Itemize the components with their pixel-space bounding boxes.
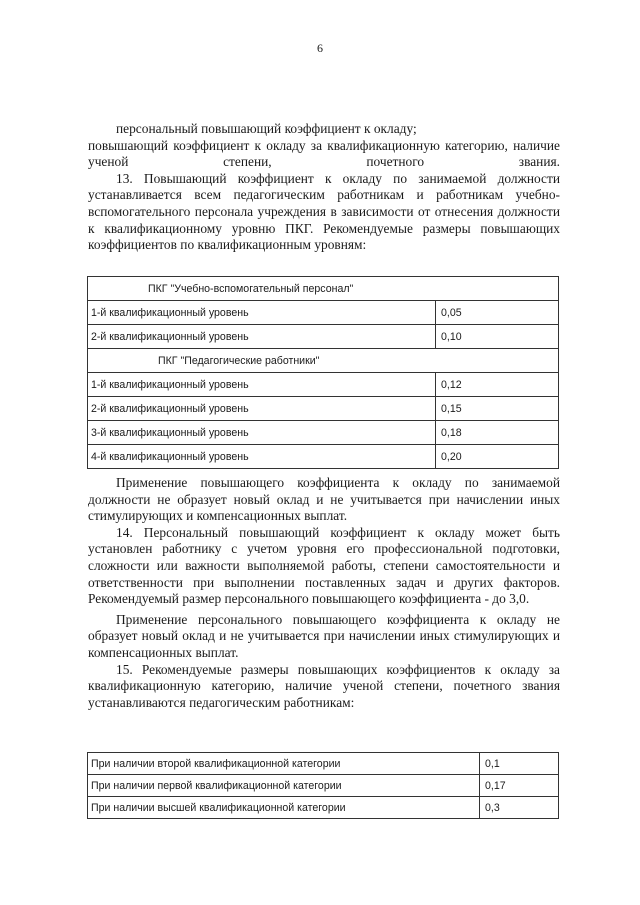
value-cell: 0,12	[436, 373, 559, 397]
table-row	[88, 421, 559, 445]
text-block-top	[88, 121, 560, 254]
level-cell: 2-й квалификационный уровень	[88, 397, 436, 421]
qualification-category-table	[87, 752, 559, 819]
group-title: ПКГ "Учебно-вспомогательный персонал"	[88, 277, 559, 301]
table-row	[88, 753, 559, 775]
table-row	[88, 301, 559, 325]
table-row	[88, 797, 559, 819]
page-number: 6	[317, 41, 323, 55]
paragraph: 14. Персональный повышающий коэффициент к окладу может быть установлен работнику с учетом уровня его профессиональной подготовки, сложности или важности выполняемой работы, степени самостоятельности и ответственности при выполнении поставленных задач и других факторов. Рекомендуемый размер персонального повышающего коэффициента - до 3,0.	[88, 524, 560, 607]
category-cell: При наличии второй квалификационной категории	[88, 753, 480, 775]
coefficients-by-level-table	[87, 276, 559, 469]
value-cell: 0,17	[480, 775, 559, 797]
value-cell: 0,20	[436, 445, 559, 469]
table-row	[88, 397, 559, 421]
paragraph: повышающий коэффициент к окладу за квалификационную категорию, наличие ученой степени, почетного звания.	[88, 137, 560, 170]
paragraph: 15. Рекомендуемые размеры повышающих коэффициентов к окладу за квалификационную категорию, наличие ученой степени, почетного звания устанавливаются педагогическим работникам:	[88, 661, 560, 710]
text-block-middle	[88, 475, 560, 711]
level-cell: 2-й квалификационный уровень	[88, 325, 436, 349]
paragraph: Применение персонального повышающего коэффициента к окладу не образует новый оклад и не учитывается при начислении иных стимулирующих и компенсационных выплат.	[88, 611, 560, 660]
paragraph: 13. Повышающий коэффициент к окладу по занимаемой должности устанавливается всем педагогическим работникам и работникам учебно-вспомогательного персонала учреждения в зависимости от отнесения должности к квалификационному уровню ПКГ. Рекомендуемые размеры повышающих коэффициентов по квалификационным уровням:	[88, 170, 560, 253]
table-row	[88, 445, 559, 469]
table-group-row	[88, 277, 559, 301]
table-row	[88, 325, 559, 349]
level-cell: 3-й квалификационный уровень	[88, 421, 436, 445]
category-cell: При наличии высшей квалификационной категории	[88, 797, 480, 819]
category-cell: При наличии первой квалификационной категории	[88, 775, 480, 797]
level-cell: 4-й квалификационный уровень	[88, 445, 436, 469]
value-cell: 0,15	[436, 397, 559, 421]
value-cell: 0,10	[436, 325, 559, 349]
value-cell: 0,3	[480, 797, 559, 819]
table-row	[88, 373, 559, 397]
level-cell: 1-й квалификационный уровень	[88, 373, 436, 397]
paragraph: Применение повышающего коэффициента к окладу по занимаемой должности не образует новый оклад и не учитывается при начислении иных стимулирующих и компенсационных выплат.	[88, 475, 560, 524]
value-cell: 0,18	[436, 421, 559, 445]
table-row	[88, 775, 559, 797]
paragraph: персональный повышающий коэффициент к окладу;	[116, 121, 417, 136]
value-cell: 0,1	[480, 753, 559, 775]
value-cell: 0,05	[436, 301, 559, 325]
table-group-row	[88, 349, 559, 373]
level-cell: 1-й квалификационный уровень	[88, 301, 436, 325]
group-title: ПКГ "Педагогические работники"	[88, 349, 559, 373]
